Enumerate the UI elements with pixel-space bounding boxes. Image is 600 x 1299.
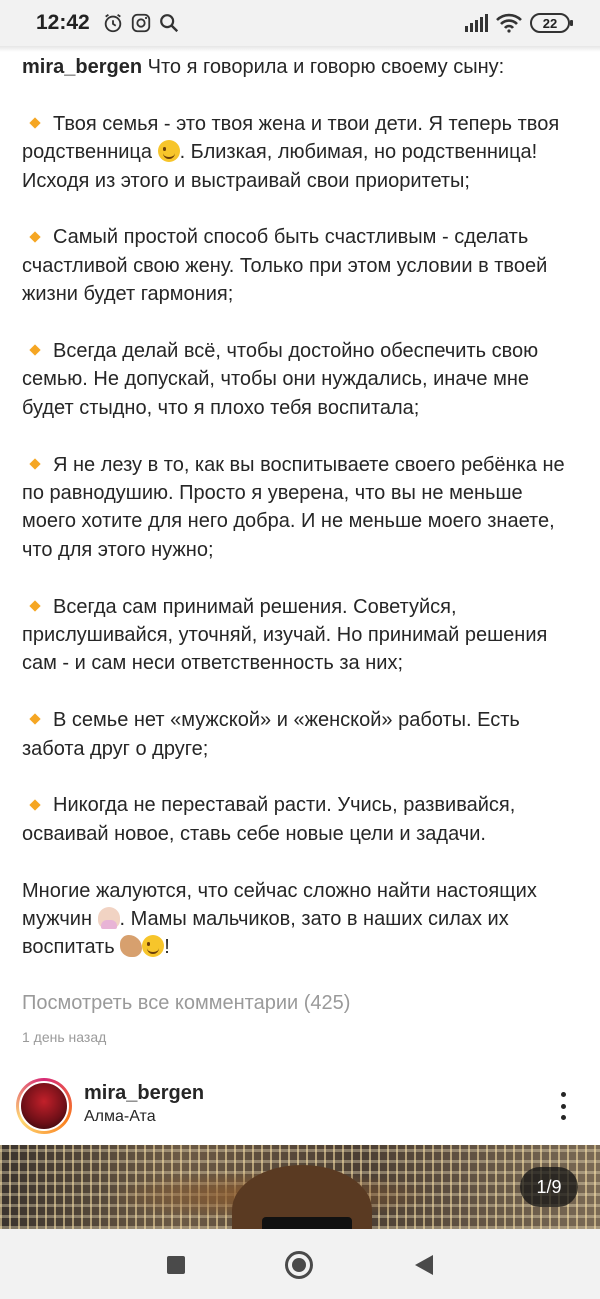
wifi-icon xyxy=(496,13,522,33)
header-shadow xyxy=(0,46,600,52)
back-triangle-icon xyxy=(415,1255,433,1275)
caption-point xyxy=(22,110,582,195)
caption-point-text: Всегда сам принимай решения. Советуйся, прислушивайся, уточняй, изучай. Но принимай решения сам - и сам неси ответственность за них; xyxy=(22,595,548,675)
carousel-counter: 1/9 xyxy=(520,1167,578,1207)
instagram-icon xyxy=(130,12,152,34)
battery-indicator xyxy=(530,13,570,33)
home-button[interactable] xyxy=(285,1251,313,1279)
caption-point-text: . Близкая, любимая, но родственница! Исходя из этого и выстраивай свои приоритеты; xyxy=(22,141,538,192)
avatar[interactable] xyxy=(19,1081,69,1131)
caption-point-text: Никогда не переставай расти. Учись, развивайся, осваивай новое, ставь себе новые цели и задачи. xyxy=(22,794,516,845)
back-button[interactable] xyxy=(410,1251,438,1279)
caption-point-text: Всегда делай всё, чтобы достойно обеспечить свою семью. Не допускай, чтобы они нуждались, иначе мне будет стыдно, что я плохо тебя воспитала; xyxy=(22,340,539,419)
caption-point xyxy=(22,706,582,763)
orange-diamond-icon xyxy=(29,231,40,242)
status-time: 12:42 xyxy=(36,11,90,34)
caption-intro-text: Что я говорила и говорю своему сыну: xyxy=(147,56,505,78)
orange-diamond-icon xyxy=(29,458,40,469)
post-image[interactable] xyxy=(0,1145,600,1229)
story-ring[interactable] xyxy=(16,1078,72,1134)
caption-outro-text: . Мамы мальчиков, зато в наших силах их воспитать xyxy=(22,908,509,959)
caption-point-text: Твоя семья - это твоя жена и твои дети. Я теперь твоя родственница xyxy=(22,112,560,164)
post-location[interactable]: Алма-Ата xyxy=(84,1108,156,1125)
status-bar xyxy=(0,0,600,46)
flexed-biceps-emoji-icon xyxy=(120,935,142,957)
battery-level: 22 xyxy=(542,15,558,31)
photo-sunglasses xyxy=(262,1217,352,1229)
post-header xyxy=(0,1070,600,1142)
signal-icon xyxy=(464,14,488,32)
orange-diamond-icon xyxy=(29,600,40,611)
orange-diamond-icon xyxy=(29,117,40,128)
caption-intro xyxy=(22,53,582,81)
caption-username[interactable]: mira_bergen xyxy=(22,56,143,78)
person-shrug-emoji-icon xyxy=(98,907,120,929)
caption-outro xyxy=(22,877,582,962)
wink-emoji-icon xyxy=(158,140,180,162)
post-username[interactable]: mira_bergen xyxy=(84,1082,205,1104)
alarm-icon xyxy=(102,12,124,34)
caption-point xyxy=(22,451,582,565)
wink-emoji-icon xyxy=(142,935,164,957)
orange-diamond-icon xyxy=(29,799,40,810)
post-timestamp: 1 день назад xyxy=(22,1029,107,1045)
caption-outro-text: Многие жалуются, что сейчас сложно найти настоящих мужчин xyxy=(22,879,537,931)
recent-apps-button[interactable] xyxy=(162,1251,190,1279)
caption-point-text: В семье нет «мужской» и «женской» работы. Есть забота друг о друге; xyxy=(22,709,520,760)
caption-outro-text: ! xyxy=(164,936,170,959)
caption-point-text: Я не лезу в то, как вы воспитываете своего ребёнка не по равнодушию. Просто я уверена, что вы не меньше моего хотите для него добра. И не меньше моего знаете, что для этого нужно; xyxy=(22,453,565,561)
caption-point xyxy=(22,791,582,848)
square-icon xyxy=(167,1256,185,1274)
navigation-bar xyxy=(0,1229,600,1299)
more-options-icon[interactable] xyxy=(552,1088,574,1124)
caption-point xyxy=(22,223,582,308)
caption-point-text: Самый простой способ быть счастливым - сделать счастливой свою жену. Только при этом условии в твоей жизни будет гармония; xyxy=(22,226,548,306)
caption-point xyxy=(22,337,582,422)
home-circle-icon xyxy=(285,1251,313,1279)
orange-diamond-icon xyxy=(29,714,40,725)
search-icon xyxy=(158,12,180,34)
orange-diamond-icon xyxy=(29,345,40,356)
view-all-comments-link[interactable]: Посмотреть все комментарии (425) xyxy=(22,992,351,1014)
post-caption xyxy=(22,53,582,962)
caption-point xyxy=(22,593,582,678)
